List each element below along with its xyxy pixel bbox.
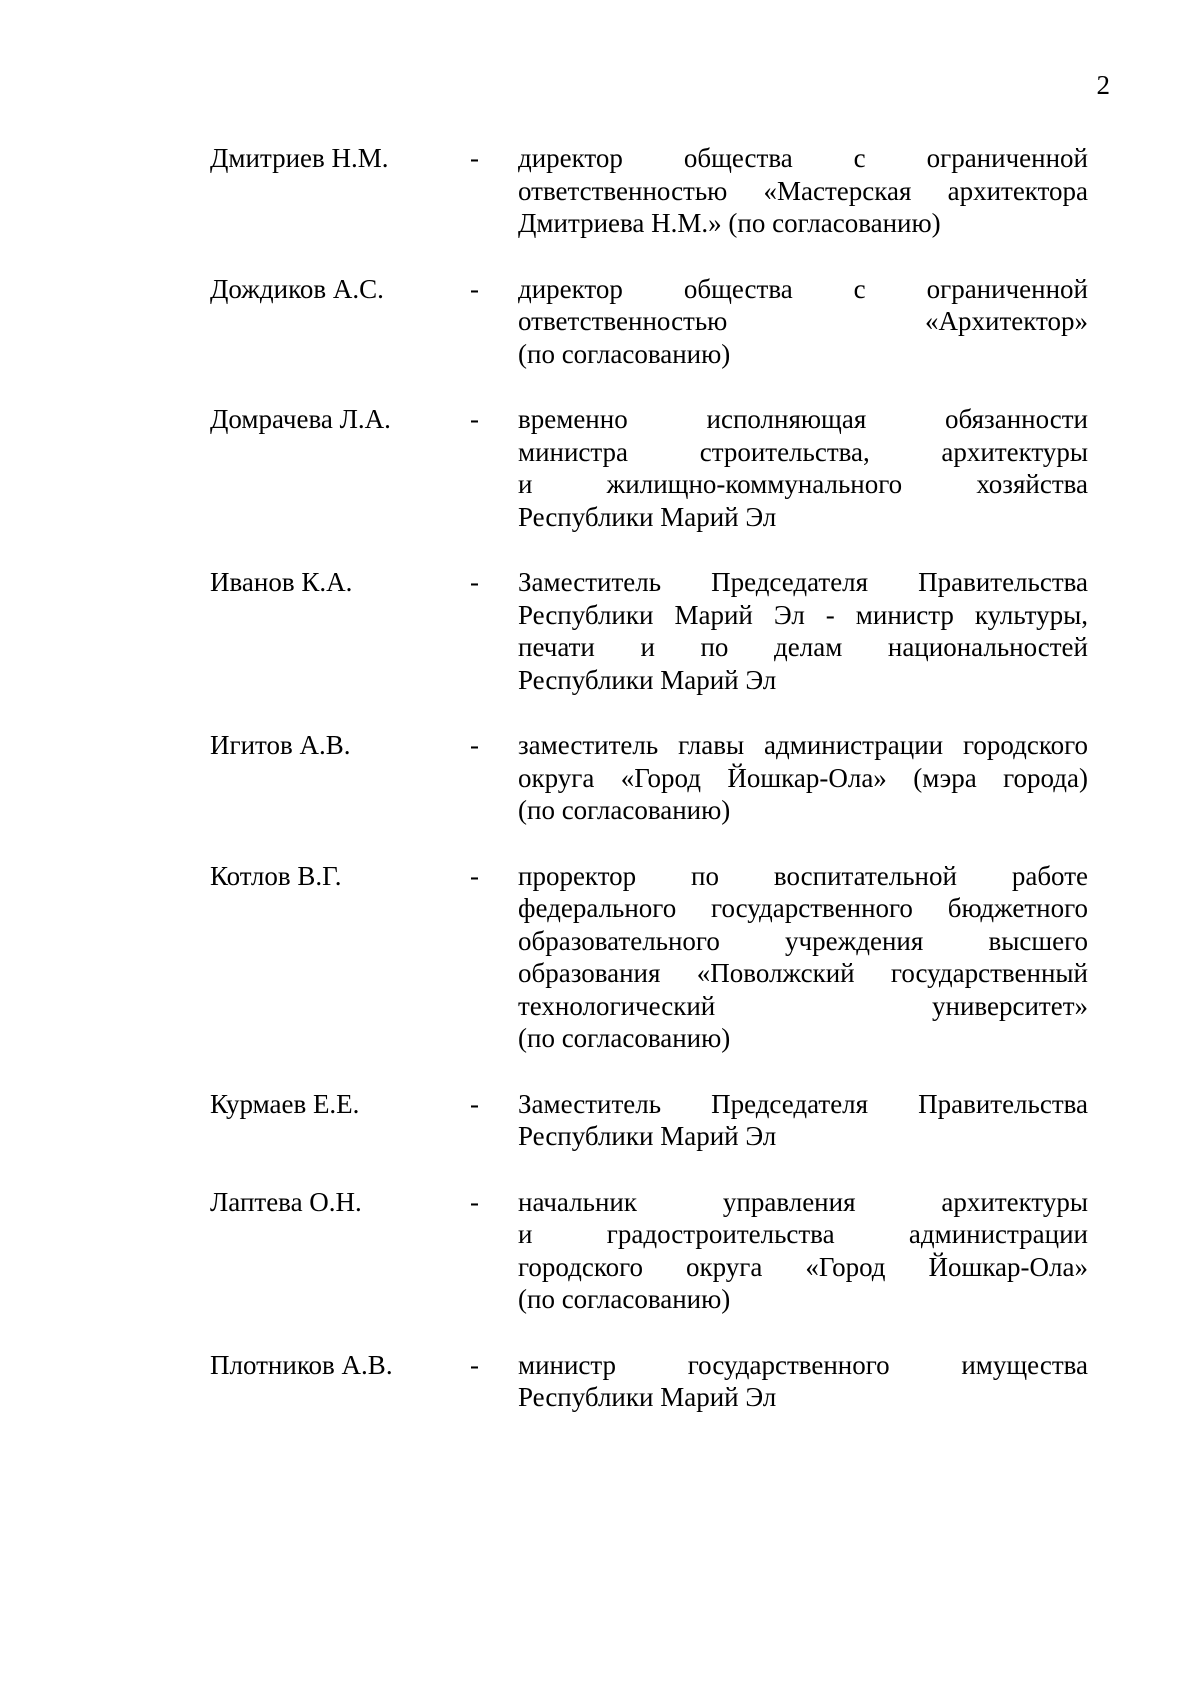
member-entry — [0, 1186, 1200, 1316]
member-name: Плотников А.В. — [210, 1349, 393, 1380]
member-position — [518, 1349, 1088, 1414]
position-line: округа «Город Йошкар-Ола» (мэра города) — [518, 762, 1088, 793]
dash-separator: - — [470, 404, 479, 434]
dash-separator: - — [470, 1186, 479, 1217]
member-entry — [0, 860, 1200, 1055]
position-line: Дмитриева Н.М.» (по согласованию) — [518, 208, 941, 238]
dash-separator: - — [470, 567, 479, 597]
member-name: Курмаев Е.Е. — [210, 1088, 360, 1119]
member-position — [518, 860, 1088, 1055]
member-entry — [0, 1088, 1200, 1153]
member-name: Котлов В.Г. — [210, 860, 342, 891]
position-line: образования «Поволжский государственный — [518, 958, 1088, 988]
member-position — [518, 1186, 1088, 1316]
position-line: (по согласованию) — [518, 338, 731, 369]
member-name: Дождиков А.С. — [210, 273, 384, 304]
position-line: временно исполняющая обязанности — [518, 404, 1088, 434]
member-name: Дмитриев Н.М. — [210, 143, 389, 173]
position-line: и градостроительства администрации — [518, 1219, 1088, 1249]
position-line: федерального государственного бюджетного — [518, 893, 1088, 923]
position-line: Республики Марий Эл - министр культуры, — [518, 599, 1088, 630]
member-name: Лаптева О.Н. — [210, 1186, 362, 1217]
position-line: ответственностью «Мастерская архитектора — [518, 175, 1088, 206]
position-line: Заместитель Председателя Правительства — [518, 567, 1088, 597]
position-line: (по согласованию) — [518, 1284, 731, 1314]
position-line: ответственностью «Архитектор» — [518, 306, 1088, 336]
position-line: технологический университет» — [518, 990, 1088, 1021]
position-line: и жилищно-коммунального хозяйства — [518, 469, 1088, 499]
dash-separator: - — [470, 273, 479, 304]
position-line: министра строительства, архитектуры — [518, 436, 1088, 467]
member-list — [0, 142, 1200, 1447]
member-position — [518, 403, 1088, 533]
dash-separator: - — [470, 1349, 479, 1380]
member-position — [518, 566, 1088, 696]
member-entry — [0, 273, 1200, 371]
member-position — [518, 273, 1088, 371]
position-line: Республики Марий Эл — [518, 1382, 777, 1412]
member-entry — [0, 142, 1200, 240]
position-line: печати и по делам национальностей — [518, 632, 1088, 662]
position-line: начальник управления архитектуры — [518, 1186, 1088, 1217]
member-entry — [0, 403, 1200, 533]
member-position — [518, 1088, 1088, 1153]
position-line: Республики Марий Эл — [518, 664, 777, 695]
position-line: заместитель главы администрации городского — [518, 730, 1088, 760]
position-line: (по согласованию) — [518, 795, 731, 825]
position-line: Заместитель Председателя Правительства — [518, 1088, 1088, 1119]
member-position — [518, 729, 1088, 827]
member-name: Домрачева Л.А. — [210, 404, 391, 434]
dash-separator: - — [470, 730, 479, 760]
position-line: министр государственного имущества — [518, 1349, 1088, 1380]
position-line: городского округа «Город Йошкар-Ола» — [518, 1251, 1088, 1282]
position-line: директор общества с ограниченной — [518, 273, 1088, 304]
dash-separator: - — [470, 143, 479, 173]
position-line: Республики Марий Эл — [518, 1121, 777, 1151]
member-entry — [0, 566, 1200, 696]
member-entry — [0, 1349, 1200, 1414]
dash-separator: - — [470, 860, 479, 891]
page-number: 2 — [1096, 70, 1110, 100]
position-line: образовательного учреждения высшего — [518, 925, 1088, 956]
position-line: Республики Марий Эл — [518, 501, 777, 532]
position-line: директор общества с ограниченной — [518, 143, 1088, 173]
member-name: Игитов А.В. — [210, 730, 351, 760]
member-position — [518, 142, 1088, 240]
member-name: Иванов К.А. — [210, 567, 353, 597]
member-entry — [0, 729, 1200, 827]
position-line: (по согласованию) — [518, 1023, 731, 1053]
dash-separator: - — [470, 1088, 479, 1119]
position-line: проректор по воспитательной работе — [518, 860, 1088, 891]
